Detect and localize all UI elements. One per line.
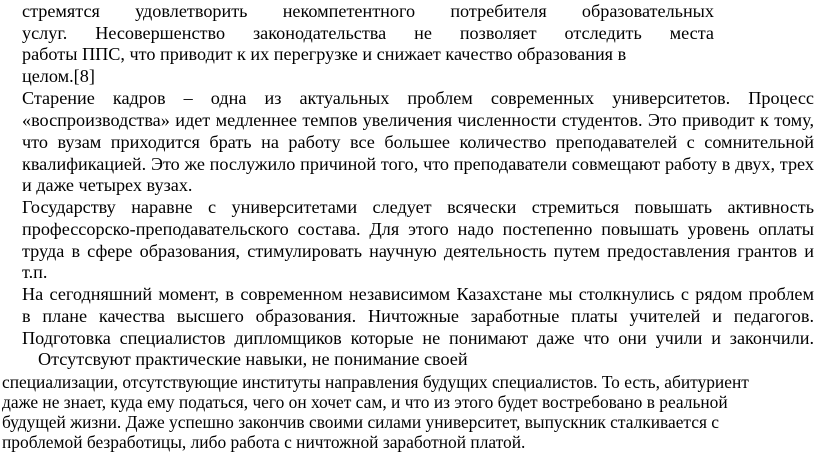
paragraph-1-line-3: работы ППС, что приводит к их перегрузке и снижает качество образования в (22, 44, 627, 64)
paragraph-2-line-3: что вузам приходится брать на работу все большее количество преподавателей с сомнительной (22, 132, 814, 152)
paragraph-1-line-1: стремятся удовлетворить некомпетентного потребителя образовательных (22, 1, 714, 21)
paragraph-3-line-3: труда в сфере образования, стимулировать научную деятельность путем предоставления грантов и (22, 241, 814, 261)
paragraph-5-line-3: будущей жизни. Даже успешно закончив своими силами университет, выпускник сталкивается с (2, 412, 720, 432)
paragraph-3-line-2: профессорско-преподавательского состава. Для этого надо постепенно повышать уровень оплаты (22, 219, 814, 239)
paragraph-2-line-4: квалификацией. Это же послужило причиной того, что преподаватели совмещают работу в двух, трех (22, 154, 814, 174)
paragraph-4-line-2: в плане качества высшего образования. Ничтожные заработные платы учителей и педагогов. (22, 306, 814, 326)
paragraph-2-line-2: «воспроизводства» идет медленнее темпов увеличения численности студентов. Это приводит к тому, (22, 110, 814, 130)
paragraph-3-line-4: т.п. (22, 262, 48, 282)
paragraph-5-line-2: даже не знает, куда ему податься, чего он хочет сам, и что из этого будет востребовано в реальной (2, 392, 728, 412)
paragraph-2-line-5: и даже четырех вузах. (22, 175, 193, 195)
paragraph-4-line-3: Подготовка специалистов дипломщиков которые не понимают даже что они учили и закончили. (22, 328, 814, 348)
paragraph-5-line-4: проблемой безработицы, либо работа с ничтожной заработной платой. (2, 432, 526, 452)
paragraph-3-line-1: Государству наравне с университетами следует всячески стремиться повышать активность (22, 197, 814, 217)
paragraph-4-line-1: На сегодняшний момент, в современном независимом Казахстане мы столкнулись с рядом проблем (22, 284, 814, 304)
paragraph-1-line-4: целом.[8] (22, 66, 95, 86)
paragraph-5-line-1: специализации, отсутствующие институты направления будущих специалистов. То есть, абитуриент (2, 372, 749, 392)
paragraph-1-line-2: услуг. Несовершенство законодательства не позволяет отследить места (22, 23, 714, 43)
paragraph-4-line-4: Отсутсвуют практические навыки, не понимание своей (38, 349, 468, 369)
paragraph-2-line-1: Старение кадров – одна из актуальных проблем современных университетов. Процесс (22, 88, 814, 108)
